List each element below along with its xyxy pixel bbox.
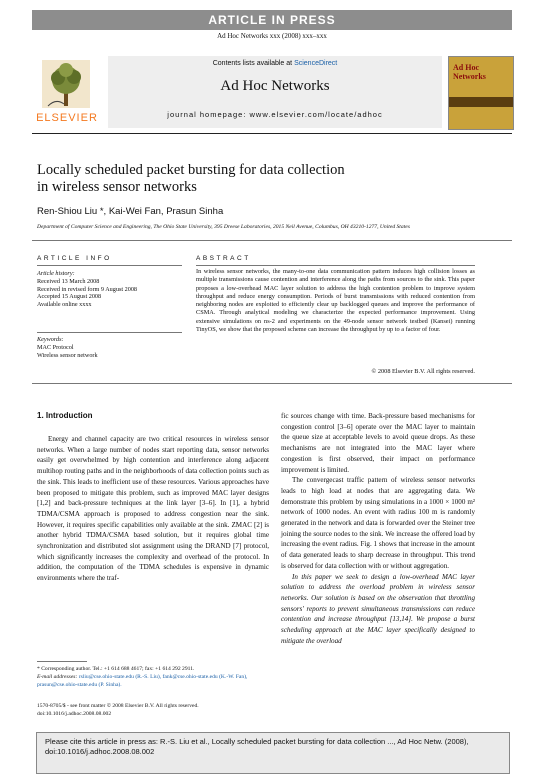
article-info-rule (37, 265, 182, 266)
history-item: Received 13 March 2008 (37, 277, 100, 285)
please-cite-text: Please cite this article in press as: R.-S. Liu et al., Locally scheduled packet bursting for data collection ..., Ad Hoc Netw. (2008), doi:10.1016/j.adhoc.2008.08.002 (45, 737, 469, 756)
affiliation: Department of Computer Science and Engineering, The Ohio State University, 395 Dreese Laboratories, 2015 Neil Avenue, Columbus, OH 43210-1277, United States (37, 224, 410, 230)
article-in-press-banner: ARTICLE IN PRESS (32, 10, 512, 30)
footnote-rule (37, 661, 87, 662)
author-list: Ren-Shiou Liu *, Kai-Wei Fan, Prasun Sinha (37, 206, 224, 217)
keywords-label: Keywords: (37, 336, 64, 343)
elsevier-tree-icon (42, 60, 90, 108)
keywords (37, 336, 187, 359)
contents-prefix: Contents lists available at (212, 60, 295, 67)
abstract-rule (196, 265, 475, 266)
corresponding-author: * Corresponding author. Tel.: +1 614 688 4617; fax: +1 614 292 2911. (37, 666, 195, 672)
abstract-bottom-rule (32, 383, 512, 384)
email-label: E-mail addresses: (37, 674, 78, 680)
section-heading: 1. Introduction (37, 411, 93, 420)
elsevier-logo (32, 56, 102, 128)
history-item: Received in revised form 9 August 2008 (37, 285, 138, 293)
body-right-column (281, 411, 475, 646)
cover-title: Ad Hoc Networks (453, 63, 486, 81)
journal-title: Ad Hoc Networks (220, 78, 330, 94)
publisher-wordmark: ELSEVIER (36, 112, 98, 124)
keywords-rule (37, 332, 182, 333)
journal-header (32, 56, 512, 128)
journal-banner (108, 56, 442, 128)
journal-homepage[interactable]: journal homepage: www.elsevier.com/locate/adhoc (167, 110, 383, 119)
article-title-line1: Locally scheduled packet bursting for data collection (37, 162, 345, 178)
cover-strip (449, 97, 513, 107)
header-rule (32, 133, 512, 134)
issn-line: 1570-8705/$ - see front matter © 2008 Elsevier B.V. All rights reserved. (37, 703, 199, 709)
history-label: Article history: (37, 270, 75, 277)
doi-line[interactable]: doi:10.1016/j.adhoc.2008.08.002 (37, 711, 112, 717)
contents-list-line (108, 60, 442, 67)
history-item: Available online xxxx (37, 301, 92, 309)
journal-citation-line: Ad Hoc Networks xxx (2008) xxx–xxx (217, 32, 327, 40)
history-item: Accepted 15 August 2008 (37, 293, 102, 301)
article-info-heading: ARTICLE INFO (37, 255, 112, 262)
front-matter-info (37, 702, 269, 718)
keyword-item: MAC Protocol (37, 343, 74, 351)
paragraph: fic sources change with time. Back-pressure based mechanisms for congestion control [3–6] operate over the MAC layer to maintain the queue size at acceptable levels to avoid queue drops. As these mechanisms are not integrated into the MAC layer where congestion is first observed, their impact on performance improvement is limited. (281, 412, 475, 474)
email-links[interactable]: rsliu@cse.ohio-state.edu (R.-S. Liu), fank@cse.ohio-state.edu (K.-W. Fan), prasun@cse.ohio-state.edu (P. Sinha). (37, 674, 248, 688)
affiliation-rule (32, 240, 512, 241)
journal-cover-thumbnail (448, 56, 514, 130)
paragraph: Energy and channel capacity are two critical resources in wireless sensor networks. When a large number of nodes start reporting data, sensor networks easily get overwhelmed by high contention and interference along adjacent multihop routing paths and in the neighborhoods of data collection points such as the sink. This leads to inefficient use of these resources. Various approaches have been proposed to mitigate this problem, such as improved MAC layer designs [1,2] and back-pressure techniques at the link layer [3–6]. In [1], a hybrid TDMA/CSMA approach is proposed to address congestion near the sink. However, it requires specific capabilities only available at the sink. ZMAC [2] is another hybrid TDMA/CSMA based solution, but it requires global time synchronization and distributed slot assignment using the DRAND [7] protocol, which significantly increases the complexity and overhead of the protocol. In addition, the computation of the TDMA schedules is expensive in dynamic environments where the traf- (37, 435, 269, 583)
keyword-item: Wireless sensor network (37, 351, 98, 359)
abstract-heading: ABSTRACT (196, 255, 251, 262)
sciencedirect-link[interactable]: ScienceDirect (294, 60, 338, 67)
abstract-text: In wireless sensor networks, the many-to-one data communication pattern induces high collision losses as multiple transmissions cause contention and interference along the paths from sources to the sink. This paper proposes a low-overhead MAC layer solution to address the high contention problem to improve system throughput and reduce energy consumption. Periods of burst transmissions with reduced contention from neighboring nodes are exploited to efficiently clear up backlogged queues and improve the performance of CSMA. Through analytical modeling we characterize the expected performance improvement. Using extensive simulations on ns-2 and experiments on the 49-node sensor network testbed (Kansei) running TinyOS, we show that the proposed scheme can increase the throughput by up to a factor of four. (196, 268, 475, 334)
article-title-line2: in wireless sensor networks (37, 179, 197, 195)
article-title (37, 162, 457, 196)
abstract-copyright: © 2008 Elsevier B.V. All rights reserved. (371, 368, 475, 375)
body-left-column (37, 434, 269, 584)
paragraph: In this paper we seek to design a low-overhead MAC layer solution to address the overload problem in wireless sensor networks. Our solution is based on the observation that throttling sensors' reports to prevent simultaneous transmissions can reduce contention and increase throughput [13,14]. We propose a burst scheduling approach at the MAC layer specifically designed to mitigate the overload (281, 572, 475, 645)
paragraph: The convergecast traffic pattern of wireless sensor networks leads to high load at nodes that are aggregating data. We demonstrate this problem by using simulations in a 1000 × 1000 m² network of 1000 nodes. An event with radius 100 m is randomly generated in the network and data is forwarded over the Steiner tree joining the source nodes to the sink. We increase the offered load by increasing the event radius. Fig. 1 shows that increase in the amount of data generated leads to sharp decrease in throughput. This trend is observed for data collection with or without aggregation. (281, 476, 475, 570)
citation-box (36, 732, 510, 774)
article-history (37, 270, 187, 309)
email-addresses (37, 673, 269, 689)
footnote (37, 665, 269, 689)
